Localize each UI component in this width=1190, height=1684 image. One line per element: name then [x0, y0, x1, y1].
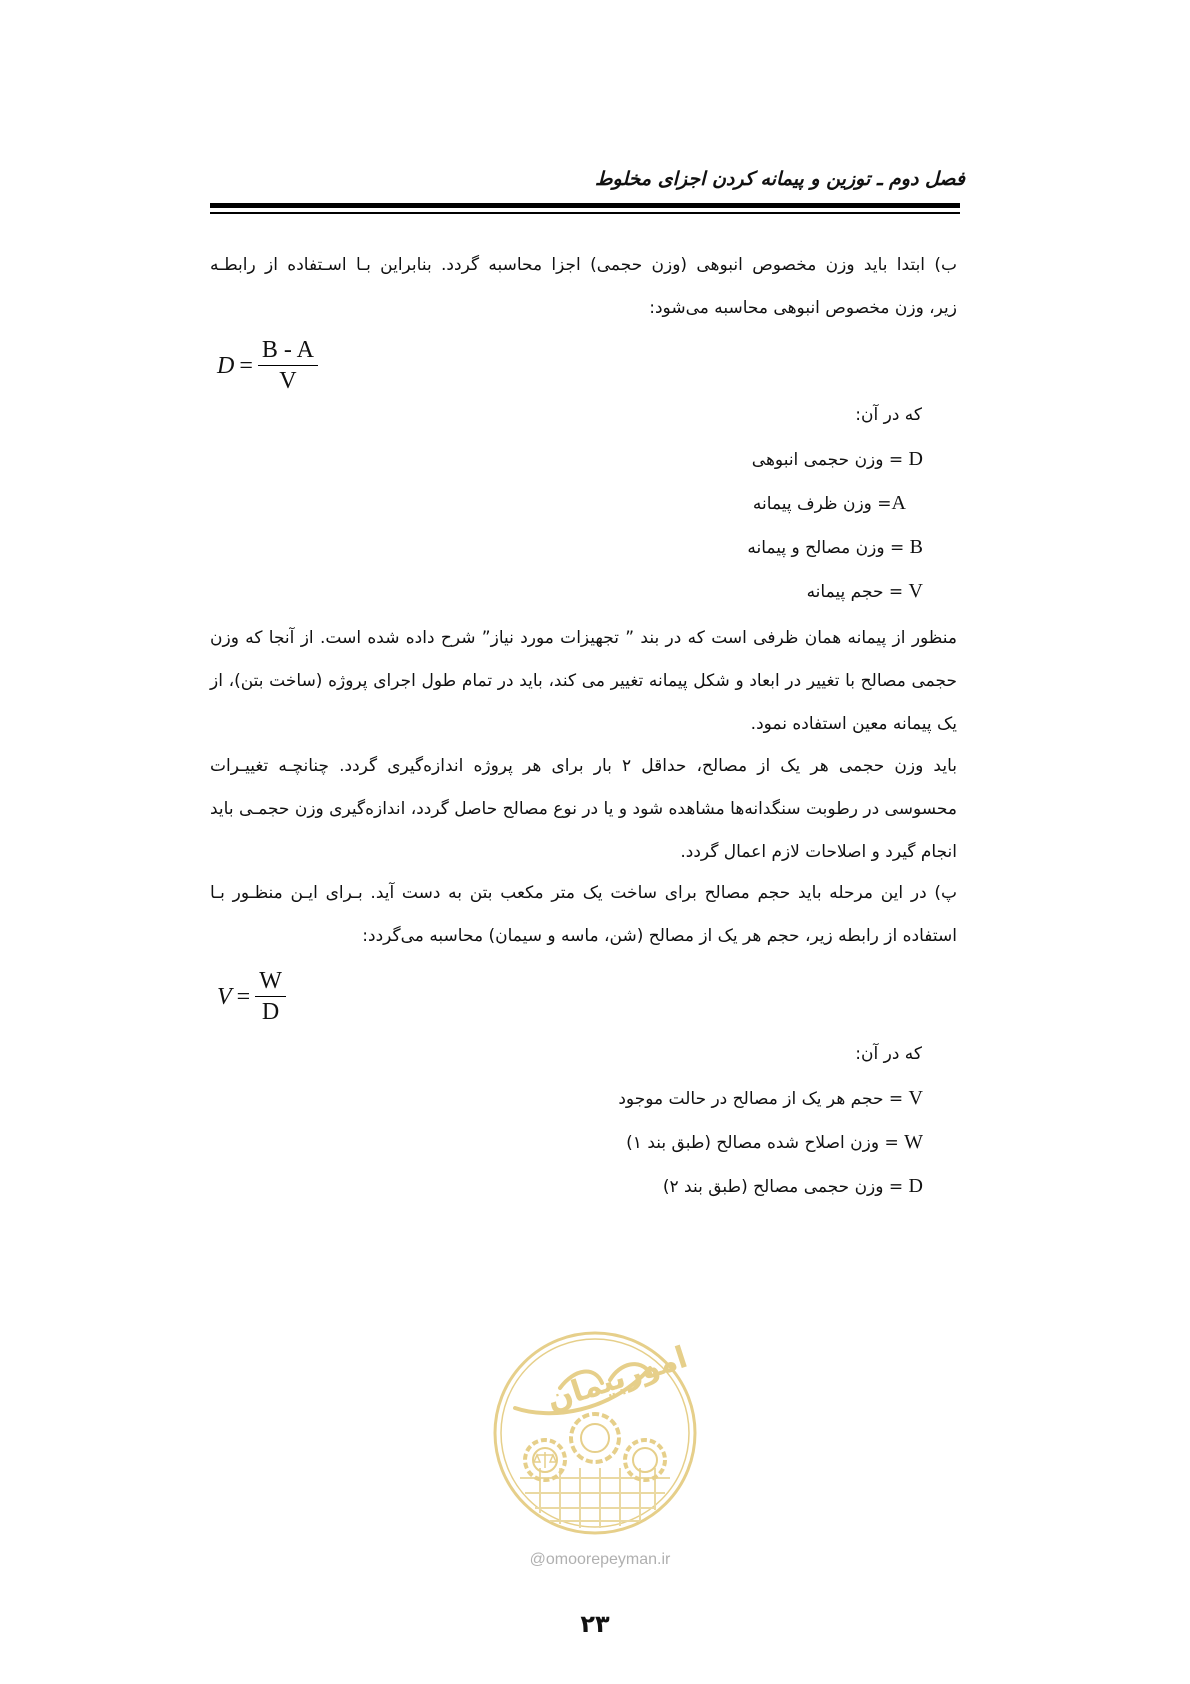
watermark-logo	[490, 1328, 700, 1538]
definition-text: وزن حجمی مصالح (طبق بند ۲)	[662, 1177, 884, 1197]
definitions-list-1	[747, 393, 932, 613]
definition-separator: =	[871, 494, 892, 514]
paragraph-p	[210, 872, 957, 958]
definition-separator: =	[883, 1177, 909, 1197]
definition-item	[618, 1164, 923, 1208]
definition-item	[618, 1120, 923, 1164]
definition-item	[618, 1076, 923, 1120]
definition-item	[747, 525, 923, 569]
definition-text: حجم هر یک از مصالح در حالت موجود	[618, 1089, 884, 1109]
page-number: ۲۳	[580, 1610, 610, 1638]
watermark-website	[500, 1551, 700, 1569]
formula-equals: =	[236, 983, 251, 1010]
definition-separator: =	[884, 538, 910, 558]
definition-separator: =	[883, 450, 909, 470]
header-rule-thin	[210, 212, 960, 214]
definition-text: وزن مصالح و پیمانه	[747, 538, 885, 558]
formula-bulk-density	[217, 336, 318, 396]
formula-numerator: B - A	[258, 336, 318, 366]
definitions-intro: که در آن:	[855, 405, 922, 425]
definition-symbol: V	[908, 580, 923, 602]
definition-text: وزن حجمی انبوهی	[751, 450, 884, 470]
paragraph-p-line2: استفاده از رابطه زیر، حجم هر یک از مصالح (شن، ماسه و سیمان) محاسبه می‌گردد:	[362, 926, 957, 946]
paragraph-p-line1: پ) در این مرحله باید حجم مصالح برای ساخت یک متر مکعب بتن به دست آید. بـرای ایـن منظـور بـا	[210, 883, 957, 903]
definition-item	[747, 437, 923, 481]
paragraph-b-line2: زیر، وزن مخصوص انبوهی محاسبه می‌شود:	[649, 298, 957, 318]
definition-separator: =	[883, 1089, 909, 1109]
paragraph-b	[210, 244, 957, 330]
paragraph-measure: منظور از پیمانه همان ظرفی است که در بند ” تجهیزات مورد نیاز” شرح داده شده است. از آنجا که وزن حجمی مصالح با تغییر در ابعاد و شکل پیمانه تغییر می کند، باید در تمام طول اجرای پروژه (ساخت بتن)، از یک پیمانه معین استفاده نمود.	[210, 628, 957, 734]
definition-item	[747, 481, 906, 525]
definition-separator: =	[883, 582, 909, 602]
definition-item	[747, 569, 923, 613]
definition-text: وزن اصلاح شده مصالح (طبق بند ۱)	[626, 1133, 880, 1153]
definition-symbol: B	[909, 536, 923, 558]
at-icon: @	[529, 1551, 546, 1568]
formula-lhs: D	[217, 352, 235, 379]
formula-lhs: V	[217, 983, 232, 1010]
definitions-intro: که در آن:	[855, 1044, 922, 1064]
paragraph-b-line1: ب) ابتدا باید وزن مخصوص انبوهی (وزن حجمی) اجزا محاسبه گردد. بنابراین بـا اسـتفاده از رابطـه	[210, 255, 957, 275]
definition-text: وزن ظرف پیمانه	[752, 494, 872, 514]
definition-symbol: V	[908, 1087, 923, 1109]
definition-text: حجم پیمانه	[806, 582, 884, 602]
definition-separator: =	[879, 1133, 905, 1153]
definitions-list-2	[618, 1032, 932, 1208]
formula-numerator: W	[255, 967, 286, 997]
formula-volume	[217, 967, 286, 1027]
formula-denominator: V	[279, 368, 297, 394]
chapter-title: فصل دوم ـ توزین و پیمانه کردن اجزای مخلوط	[594, 168, 965, 190]
definition-symbol: D	[908, 1175, 923, 1197]
definition-symbol: W	[904, 1131, 923, 1153]
website-text: omoorepeyman.ir	[545, 1551, 671, 1568]
formula-fraction	[258, 336, 318, 396]
definition-symbol: A	[891, 492, 906, 514]
header-rule	[210, 203, 960, 208]
formula-equals: =	[239, 352, 253, 379]
formula-fraction	[255, 967, 286, 1027]
definition-symbol: D	[908, 448, 923, 470]
watermark-logo-text: امورپیمان	[542, 1339, 692, 1419]
paragraph-frequency: باید وزن حجمی هر یک از مصالح، حداقل ۲ بار برای هر پروژه اندازه‌گیری گردد. چنانچـه تغییـرات محسوسی در رطوبت سنگدانه‌ها مشاهده شود و یا در نوع مصالح حاصل گردد، اندازه‌گیری وزن حجمـی باید انجام گیرد و اصلاحات لازم اعمال گردد.	[210, 756, 957, 862]
formula-denominator: D	[261, 999, 280, 1025]
